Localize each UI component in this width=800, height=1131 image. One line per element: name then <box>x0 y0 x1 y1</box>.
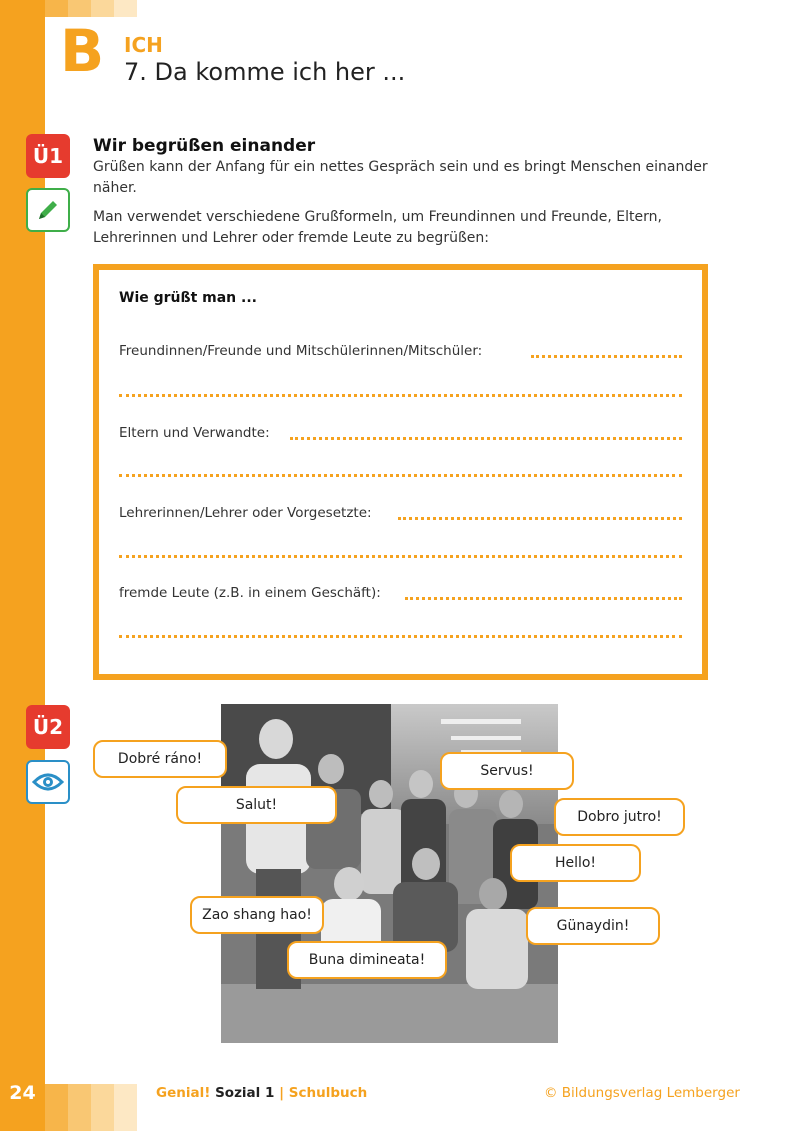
answer-box-title: Wie grüßt man ... <box>119 290 257 306</box>
footer-book-type: Schulbuch <box>288 1085 368 1101</box>
prompt-teachers: Lehrerinnen/Lehrer oder Vorgesetzte: <box>119 505 372 521</box>
exercise-1-paragraph-2: Man verwendet verschiedene Grußformeln, um Freundinnen und Freunde, Eltern, Lehrerinnen und Lehrer oder fremde Leute zu begrüßen: <box>93 209 662 246</box>
prompt-parents: Eltern und Verwandte: <box>119 425 270 441</box>
prompt-strangers: fremde Leute (z.B. in einem Geschäft): <box>119 585 381 601</box>
exercise-2-badge: Ü2 <box>26 705 70 749</box>
footer-product: Sozial 1 <box>215 1085 275 1101</box>
speech-bubble: Zao shang hao! <box>190 896 324 934</box>
answer-line[interactable] <box>531 355 682 358</box>
speech-bubble: Buna dimineata! <box>287 941 447 979</box>
exercise-1-title: Wir begrüßen einander <box>93 136 316 156</box>
answer-line[interactable] <box>398 517 682 520</box>
speech-bubble: Salut! <box>176 786 337 824</box>
answer-line[interactable] <box>119 555 682 558</box>
page-number: 24 <box>9 1082 36 1104</box>
speech-bubble: Dobro jutro! <box>554 798 685 836</box>
section-label: ICH <box>124 33 163 57</box>
pencil-icon <box>26 188 70 232</box>
speech-bubble: Günaydin! <box>526 907 660 945</box>
prompt-friends: Freundinnen/Freunde und Mitschülerinnen/Mitschüler: <box>119 343 483 359</box>
exercise-1-badge: Ü1 <box>26 134 70 178</box>
footer-copyright: © Bildungsverlag Lemberger <box>544 1085 740 1101</box>
answer-line[interactable] <box>290 437 682 440</box>
exercise-1-paragraph-1: Grüßen kann der Anfang für ein nettes Gespräch sein und es bringt Menschen einander näher. <box>93 159 708 196</box>
answer-line[interactable] <box>405 597 682 600</box>
answer-line[interactable] <box>119 394 682 397</box>
page-title: 7. Da komme ich her ... <box>124 58 406 86</box>
footer-separator: | <box>279 1085 285 1101</box>
speech-bubble: Hello! <box>510 844 641 882</box>
footer-book-title <box>156 1085 367 1101</box>
speech-bubble: Dobré ráno! <box>93 740 227 778</box>
footer-stripes <box>45 1084 137 1131</box>
footer-brand: Genial! <box>156 1085 211 1101</box>
answer-line[interactable] <box>119 635 682 638</box>
eye-icon <box>26 760 70 804</box>
top-stripes <box>45 0 137 17</box>
section-letter: B <box>60 17 105 85</box>
speech-bubble: Servus! <box>440 752 574 790</box>
answer-box <box>93 264 708 680</box>
answer-line[interactable] <box>119 474 682 477</box>
